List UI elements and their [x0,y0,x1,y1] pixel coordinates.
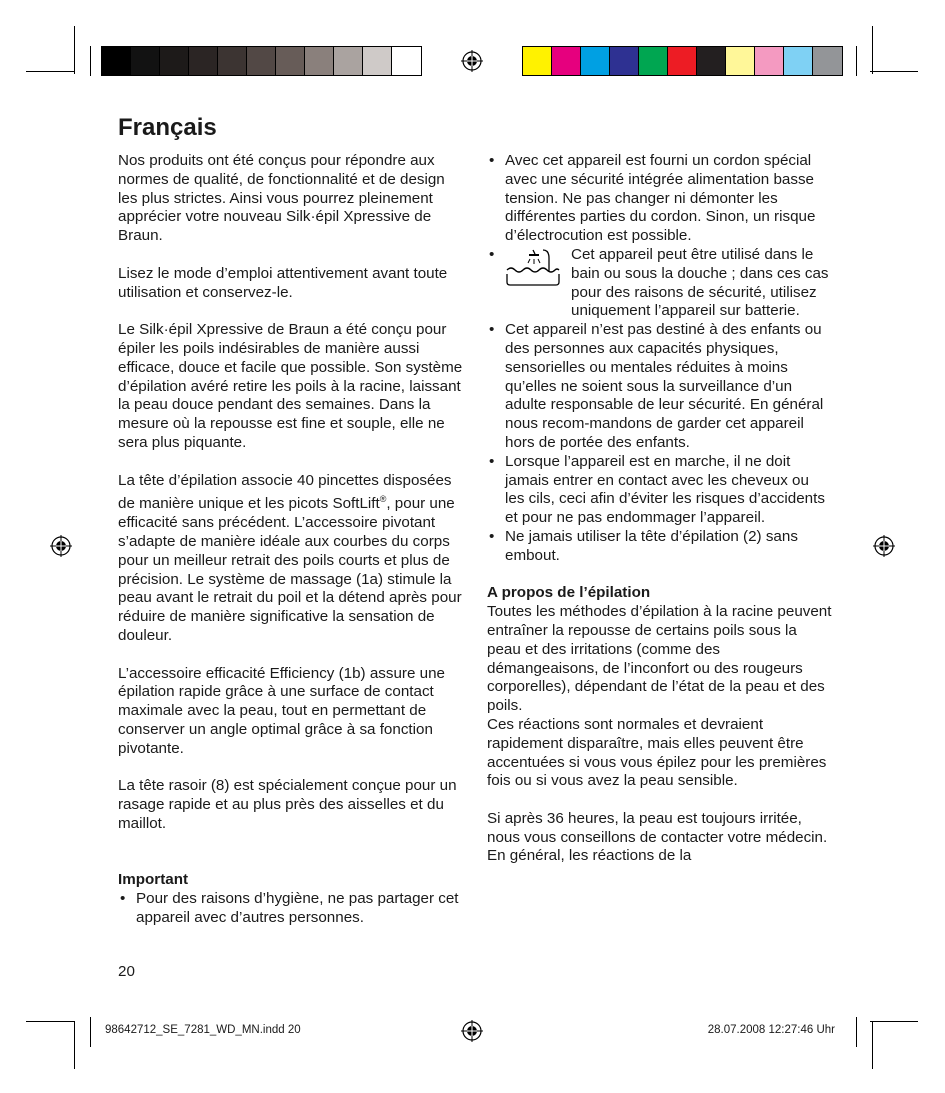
crop-mark [90,1017,91,1047]
color-swatch [189,47,218,75]
color-swatch [334,47,363,75]
section-paragraph: Toutes les méthodes d’épilation à la racine peuvent entraîner la repousse de certains poils sous la peau et des irritations (comme des démangeaisons, de l’inconfort ou des rougeurs corporelles), dépendant de l’état de la peau et des poils. [487,603,832,715]
footer-timestamp: 28.07.2008 12:27:46 Uhr [707,1024,835,1036]
crop-mark [26,1021,74,1022]
epilation-head-paragraph: La tête d’épilation associe 40 pincettes disposées de manière unique et les picots SoftLift®, pour une efficacité sans précédent. L’accessoire pivotant s’adapte de manière idéale aux courbes du corps pour un meilleur retrait des poils courts et plus de précision. Le système de massage (1a) stimule la peau avant le retrait du poil et la détend après pour réduire de manière significative la sensation de douleur. [118,471,462,644]
crop-mark [856,1017,857,1047]
color-swatch [813,47,842,75]
color-swatch [305,47,334,75]
crop-mark [872,1021,873,1069]
bath-bullet-text: Cet appareil peut être utilisé dans le bain ou sous la douche ; dans ces cas pour des raisons de sécurité, utilisez uniquement l’appareil sur batterie. [571,245,829,320]
list-item: • Cet appareil n’est pas destiné à des enfants ou des personnes aux capacités physiques, sensorielles ou mentales réduites à moins qu’elles ne soient sous la surveillance d’un adulte responsable de leur sécurité. En général nous recom-mandons de garder cet appareil hors de portée des enfants. [487,321,832,453]
crop-mark [872,26,873,74]
color-swatch [247,47,276,75]
color-swatch [363,47,392,75]
grayscale-color-bar [101,46,422,76]
left-column [118,152,463,928]
footer-filename: 98642712_SE_7281_WD_MN.indd 20 [105,1024,301,1036]
registration-mark-icon [50,535,72,557]
crop-mark [870,71,918,72]
color-swatch [697,47,726,75]
crop-mark [26,71,74,72]
page-title: Français [118,114,217,141]
section-heading: A propos de l’épilation [487,584,651,602]
efficiency-paragraph: L’accessoire efficacité Efficiency (1b) assure une épilation rapide grâce à une surface de contact maximale avec la peau, tout en permettant de conserver un angle optimal grâce à sa fonction pivotante. [118,664,445,757]
color-swatch [581,47,610,75]
bath-shower-icon [505,248,561,288]
color-swatch [668,47,697,75]
page-number: 20 [118,963,135,980]
instructions-paragraph: Lisez le mode d’emploi attentivement avant toute utilisation et conservez-le. [118,264,448,301]
intro-paragraph: Nos produits ont été conçus pour répondre aux normes de qualité, de fonctionnalité et de design les plus strictes. Ainsi vous pourrez pleinement apprécier votre nouveau Silk·épil Xpressive de Braun. [118,152,445,245]
color-swatch [726,47,755,75]
color-swatch [392,47,421,75]
color-swatch [131,47,160,75]
list-item [487,246,832,321]
section-paragraph: Si après 36 heures, la peau est toujours irritée, nous vous conseillons de contacter votre médecin. En général, les réactions de la [487,809,828,865]
crop-mark [870,1021,918,1022]
color-swatch [160,47,189,75]
registration-mark-icon [873,535,895,557]
registration-mark-icon [461,1020,483,1042]
section-paragraph: Ces réactions sont normales et devraient rapidement disparaître, mais elles peuvent être accentuées si vous vous épilez pour les premières fois ou si vous avez la peau sensible. [487,715,827,790]
crop-mark [90,46,91,76]
shaver-head-paragraph: La tête rasoir (8) est spécialement conçue pour un rasage rapide et au plus près des aisselles et du maillot. [118,777,457,832]
right-column [487,152,832,866]
list-item: • Ne jamais utiliser la tête d’épilation (2) sans embout. [487,528,832,566]
important-heading: Important [118,871,189,889]
color-swatch [102,47,131,75]
color-swatch [755,47,784,75]
color-swatch [784,47,813,75]
list-item: • Lorsque l’appareil est en marche, il ne doit jamais entrer en contact avec les cheveux ou les cils, ceci afin d’éviter les risques d’accidents et pour ne pas endommager l’appareil. [487,453,832,528]
crop-mark [74,1021,75,1069]
color-swatch [218,47,247,75]
registration-mark-icon [461,50,483,72]
description-paragraph: Le Silk·épil Xpressive de Braun a été conçu pour épiler les poils indésirables de manière aussi efficace, douce et facile que possible. Son système d’épilation avéré retire les poils à la racine, laissant la peau douce pendant des semaines. Dans la mesure où la repousse est fine et souple, elle ne sera plus piquante. [118,321,463,451]
color-swatch [276,47,305,75]
list-item: • Pour des raisons d’hygiène, ne pas partager cet appareil avec d’autres personnes. [118,890,463,928]
color-swatch [610,47,639,75]
crop-mark [856,46,857,76]
color-swatch [639,47,668,75]
cmyk-color-bar [522,46,843,76]
color-swatch [552,47,581,75]
crop-mark [74,26,75,74]
color-swatch [523,47,552,75]
bullet-dot: • [489,245,495,263]
list-item: • Avec cet appareil est fourni un cordon spécial avec une sécurité intégrée alimentation basse tension. Ne pas changer ni démonter les différentes parties du cordon. Sinon, un risque d’électrocution est possible. [487,152,832,246]
